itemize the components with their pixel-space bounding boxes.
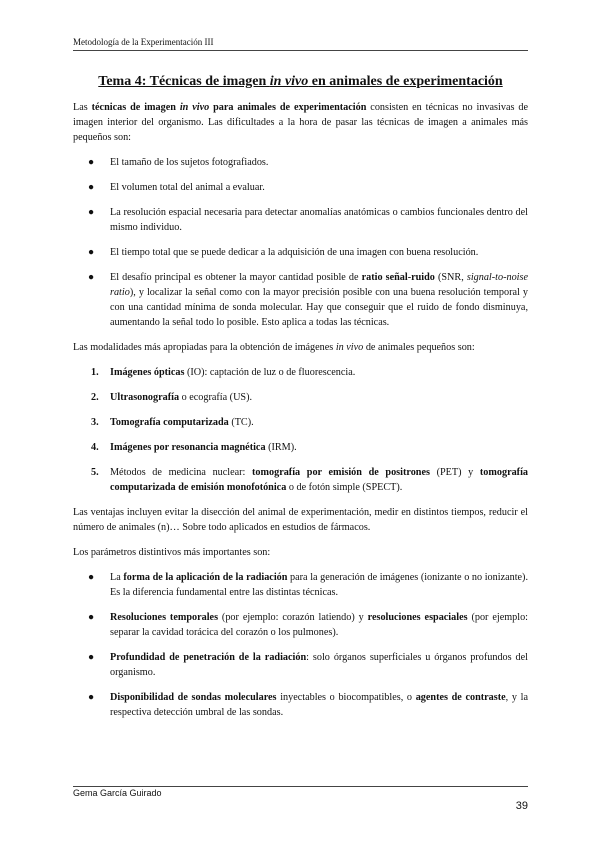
modalities-intro-pre: Las modalidades más apropiadas para la obtención de imágenes [73, 342, 336, 353]
list-item [73, 205, 528, 235]
list-item [73, 390, 528, 405]
intro-paragraph [73, 100, 528, 145]
item-number: 1. [91, 367, 99, 378]
header-divider [73, 50, 528, 51]
advantages-paragraph: Las ventajas incluyen evitar la disección del animal de experimentación, medir en distintos tiempos, reducir el número de animales (n)… Sobre todo aplicados en estudios de fármacos. [73, 507, 528, 533]
list-item-text: El tamaño de los sujetos fotografiados. [110, 157, 269, 168]
document-body [73, 100, 528, 730]
bullet-icon: ● [88, 572, 95, 583]
list-item [73, 440, 528, 455]
list-item [73, 270, 528, 330]
list-item [73, 650, 528, 680]
list-item [73, 690, 528, 720]
param1-bold: forma de la aplicación de la radiación [123, 572, 288, 583]
param2-post: (por ejemplo: separar la cavidad torácica del corazón o los pulmones). [110, 612, 528, 638]
item-number: 3. [91, 417, 99, 428]
intro-italic: in vivo [179, 102, 210, 113]
footer-divider [73, 786, 528, 787]
item-number: 2. [91, 392, 99, 403]
modality5-mid: (PET) y [429, 467, 480, 478]
challenge-pre: El desafío principal es obtener la mayor cantidad posible de [110, 272, 362, 283]
modality-desc: o ecografía (US). [179, 392, 253, 403]
list-item [73, 180, 528, 195]
intro-pre: Las [73, 102, 92, 113]
param2-bold-2: resoluciones espaciales [367, 612, 468, 623]
title-post: en animales de experimentación [308, 74, 503, 89]
params-list [73, 570, 528, 720]
modalities-list [73, 365, 528, 495]
bullet-icon: ● [88, 692, 95, 703]
list-item-text: El tiempo total que se puede dedicar a la adquisición de una imagen con buena resolución. [110, 247, 479, 258]
intro-bold-2: para animales de experimentación [209, 102, 367, 113]
list-item [73, 365, 528, 380]
list-item [73, 415, 528, 430]
param1-pre: La [110, 572, 124, 583]
page-title [73, 74, 528, 90]
modality5-bold-2: tomografía computarizada de emisión monofotónica [110, 467, 528, 493]
param3-post: : solo órganos superficiales u órganos profundos del organismo. [110, 652, 528, 678]
title-pre: Tema 4: Técnicas de imagen [98, 74, 270, 89]
running-header: Metodología de la Experimentación III [73, 37, 214, 47]
param1-post: para la generación de imágenes (ionizante o no ionizante). Es la diferencia fundamental entre las distintas técnicas. [110, 572, 528, 598]
modality5-bold-1: tomografía por emisión de positrones [252, 467, 430, 478]
bullet-icon: ● [88, 157, 95, 168]
challenge-italic: signal-to-noise ratio [110, 272, 528, 298]
bullet-icon: ● [88, 182, 95, 193]
list-item [73, 570, 528, 600]
page-number: 39 [515, 800, 528, 812]
list-item [73, 465, 528, 495]
list-item-text: El volumen total del animal a evaluar. [110, 182, 265, 193]
param3-bold: Profundidad de penetración de la radiación [110, 652, 307, 663]
param4-bold-2: agentes de contraste [415, 692, 506, 703]
modality-name: Ultrasonografía [110, 392, 180, 403]
challenge-post: ), y localizar la señal como con la mayor precisión posible con una buena resolución temporal y con una cantidad mínima de sonda molecular. Hay que conseguir que el ruido de fondo disminuya, aumentando la señal todo lo posible. Esto aplica a todas las técnicas. [110, 287, 528, 328]
difficulties-list [73, 155, 528, 330]
intro-bold-1: técnicas de imagen [91, 102, 180, 113]
bullet-icon: ● [88, 272, 95, 283]
modalities-intro [73, 340, 528, 355]
modalities-intro-italic: in vivo [335, 342, 364, 353]
param4-post: , y la respectiva detección umbral de las sondas. [110, 692, 528, 718]
list-item-text: La resolución espacial necesaria para detectar anomalías anatómicas o cambios funcionales dentro del mismo individuo. [110, 207, 528, 233]
modality-name: Imágenes por resonancia magnética [110, 442, 266, 453]
bullet-icon: ● [88, 207, 95, 218]
param2-mid: (por ejemplo: corazón latiendo) y [218, 612, 368, 623]
challenge-mid: (SNR, [434, 272, 467, 283]
modality-desc: (TC). [228, 417, 254, 428]
challenge-bold: ratio señal-ruido [361, 272, 435, 283]
title-italic: in vivo [269, 74, 309, 89]
param4-mid: inyectables o biocompatibles, o [276, 692, 416, 703]
param2-bold-1: Resoluciones temporales [110, 612, 219, 623]
intro-post: consisten en técnicas no invasivas de imagen interior del organismo. Las dificultades a la hora de pasar las técnicas de imagen a animales más pequeños son: [73, 102, 528, 143]
bullet-icon: ● [88, 612, 95, 623]
list-item [73, 245, 528, 260]
list-item [73, 155, 528, 170]
modality-desc: (IO): captación de luz o de fluorescencia. [184, 367, 356, 378]
modality5-pre: Métodos de medicina nuclear: [110, 467, 253, 478]
item-number: 5. [91, 467, 99, 478]
modality-name: Imágenes ópticas [110, 367, 185, 378]
modality5-post: o de fotón simple (SPECT). [286, 482, 403, 493]
modality-name: Tomografía computarizada [110, 417, 229, 428]
bullet-icon: ● [88, 247, 95, 258]
footer-author: Gema García Guirado [73, 788, 162, 798]
list-item [73, 610, 528, 640]
modality-desc: (IRM). [265, 442, 297, 453]
modalities-intro-post: de animales pequeños son: [363, 342, 475, 353]
bullet-icon: ● [88, 652, 95, 663]
params-intro: Los parámetros distintivos más importantes son: [73, 547, 271, 558]
item-number: 4. [91, 442, 99, 453]
param4-bold-1: Disponibilidad de sondas moleculares [110, 692, 277, 703]
